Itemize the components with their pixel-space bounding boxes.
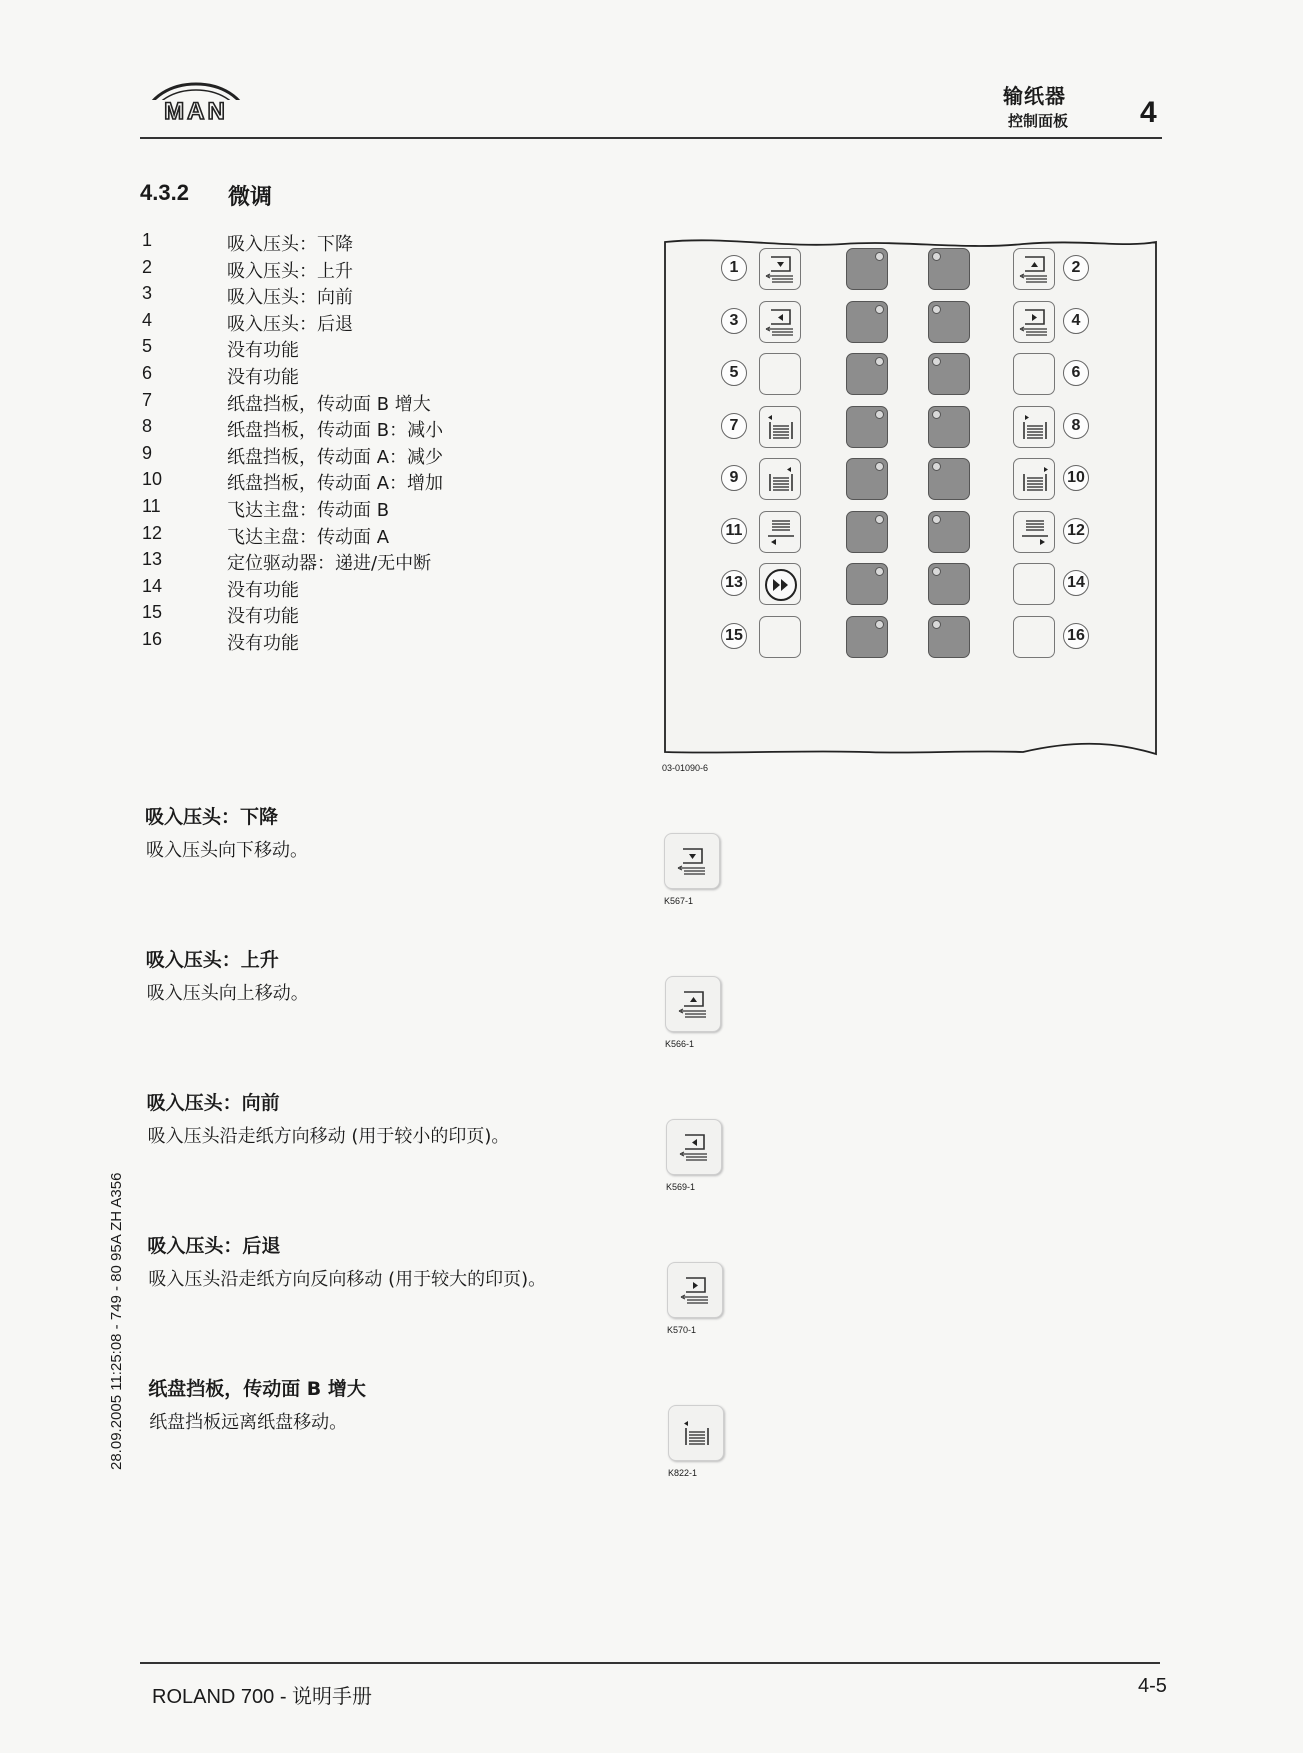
panel-dark-key[interactable] (928, 616, 970, 658)
panel-key-1[interactable] (759, 248, 801, 290)
indicator-lamp-icon (875, 462, 884, 471)
indicator-lamp-icon (875, 410, 884, 419)
panel-key-number: 3 (721, 308, 747, 334)
function-number: 11 (142, 496, 161, 516)
function-number: 1 (142, 230, 153, 250)
image-code: K569-1 (666, 1182, 696, 1192)
description-title: 吸入压头：后退 (147, 1235, 281, 1257)
footer-rule (140, 1662, 1160, 1664)
image-code: K570-1 (667, 1325, 697, 1335)
panel-key-number: 14 (1063, 570, 1089, 596)
panel-key-13[interactable] (759, 563, 801, 605)
panel-key-number: 7 (721, 413, 747, 439)
control-panel-diagram (663, 238, 1158, 756)
panel-key-number: 11 (721, 518, 747, 544)
indicator-lamp-icon (875, 515, 884, 524)
function-number: 9 (142, 442, 153, 463)
description-text: 吸入压头沿走纸方向反向移动 (用于较大的印页)。 (148, 1269, 547, 1290)
section-number: 4.3.2 (140, 180, 189, 205)
function-number: 5 (142, 336, 153, 357)
indicator-lamp-icon (932, 305, 941, 314)
panel-key-8[interactable] (1013, 406, 1055, 448)
function-text: 吸入压头：向前 (227, 287, 353, 309)
indicator-lamp-icon (932, 357, 941, 366)
description-title: 吸入压头：下降 (145, 806, 279, 828)
function-text: 纸盘挡板，传动面 A：增加 (227, 473, 444, 495)
panel-key-16[interactable] (1013, 616, 1055, 658)
panel-dark-key[interactable] (846, 406, 888, 448)
panel-dark-key[interactable] (928, 563, 970, 605)
panel-key-number: 10 (1063, 465, 1089, 491)
panel-dark-key[interactable] (928, 406, 970, 448)
panel-key-11[interactable] (759, 511, 801, 553)
description-key-image (666, 1119, 722, 1175)
footer-manual-title: ROLAND 700 - 说明手册 (152, 1686, 373, 1708)
panel-dark-key[interactable] (846, 301, 888, 343)
header-subtitle: 控制面板 (1008, 112, 1069, 130)
function-text: 没有功能 (227, 633, 299, 654)
function-number: 13 (142, 549, 163, 570)
function-text: 纸盘挡板，传动面 B：减小 (227, 420, 444, 442)
function-text: 纸盘挡板，传动面 B 增大 (227, 393, 431, 415)
panel-dark-key[interactable] (846, 248, 888, 290)
function-number: 7 (142, 389, 153, 410)
panel-dark-key[interactable] (928, 458, 970, 500)
description-text: 吸入压头向上移动。 (146, 983, 309, 1004)
header-title: 输纸器 (1003, 84, 1066, 108)
indicator-lamp-icon (875, 357, 884, 366)
function-text: 没有功能 (227, 367, 299, 388)
panel-key-9[interactable] (759, 458, 801, 500)
panel-key-12[interactable] (1013, 511, 1055, 553)
description-text: 吸入压头沿走纸方向移动 (用于较小的印页)。 (147, 1126, 510, 1147)
function-text: 飞达主盘：传动面 B (227, 500, 390, 521)
panel-key-number: 6 (1063, 360, 1089, 386)
description-key-image (665, 976, 721, 1032)
indicator-lamp-icon (932, 462, 941, 471)
indicator-lamp-icon (875, 620, 884, 629)
svg-text:MAN: MAN (164, 98, 228, 125)
indicator-lamp-icon (932, 410, 941, 419)
panel-dark-key[interactable] (846, 563, 888, 605)
panel-key-number: 2 (1063, 255, 1089, 281)
panel-dark-key[interactable] (928, 511, 970, 553)
indicator-lamp-icon (875, 252, 884, 261)
panel-dark-key[interactable] (846, 353, 888, 395)
panel-key-10[interactable] (1013, 458, 1055, 500)
description-text: 吸入压头向下移动。 (146, 840, 308, 861)
header-rule (140, 137, 1162, 139)
image-code: K822-1 (668, 1468, 698, 1478)
function-text: 纸盘挡板，传动面 A：减少 (227, 446, 444, 468)
man-logo (138, 62, 254, 130)
function-text: 定位驱动器：递进/无中断 (227, 553, 432, 575)
description-key-image (667, 1262, 723, 1318)
function-number: 10 (142, 469, 163, 490)
panel-key-number: 16 (1063, 623, 1089, 649)
description-title: 纸盘挡板，传动面 B 增大 (148, 1378, 366, 1400)
panel-key-number: 1 (721, 255, 747, 281)
panel-key-number: 4 (1063, 308, 1089, 334)
indicator-lamp-icon (932, 515, 941, 524)
indicator-lamp-icon (932, 252, 941, 261)
panel-key-5[interactable] (759, 353, 801, 395)
image-code: K567-1 (664, 896, 694, 906)
panel-key-6[interactable] (1013, 353, 1055, 395)
panel-key-number: 5 (721, 360, 747, 386)
panel-key-15[interactable] (759, 616, 801, 658)
panel-dark-key[interactable] (846, 458, 888, 500)
description-key-image (664, 833, 720, 889)
section-title: 微调 (228, 185, 273, 210)
function-number: 4 (142, 309, 153, 330)
chapter-number: 4 (1140, 96, 1157, 129)
indicator-lamp-icon (875, 567, 884, 576)
function-text: 吸入压头：后退 (227, 313, 353, 335)
function-number: 12 (142, 522, 163, 543)
function-text: 没有功能 (227, 579, 299, 601)
panel-dark-key[interactable] (846, 511, 888, 553)
panel-key-2[interactable] (1013, 248, 1055, 290)
function-number: 2 (142, 256, 153, 277)
description-title: 吸入压头：向前 (146, 1092, 280, 1114)
function-text: 吸入压头：下降 (227, 234, 353, 255)
panel-key-3[interactable] (759, 301, 801, 343)
function-text: 没有功能 (227, 340, 299, 362)
function-text: 吸入压头：上升 (227, 260, 353, 282)
function-number: 8 (142, 416, 153, 437)
panel-key-number: 15 (721, 623, 747, 649)
panel-dark-key[interactable] (846, 616, 888, 658)
function-number: 3 (142, 283, 153, 304)
panel-key-7[interactable] (759, 406, 801, 448)
page-number: 4-5 (1138, 1675, 1167, 1697)
panel-dark-key[interactable] (928, 301, 970, 343)
function-number: 6 (142, 363, 153, 383)
description-key-image (668, 1405, 724, 1461)
panel-key-number: 8 (1063, 413, 1089, 439)
panel-figure-code: 03-01090-6 (662, 763, 709, 773)
description-text: 纸盘挡板远离纸盘移动。 (149, 1412, 348, 1433)
indicator-lamp-icon (932, 620, 941, 629)
image-code: K566-1 (665, 1039, 695, 1049)
function-number: 16 (142, 629, 163, 649)
panel-dark-key[interactable] (928, 353, 970, 395)
panel-key-number: 9 (721, 465, 747, 491)
function-text: 飞达主盘：传动面 A (227, 526, 390, 548)
function-text: 没有功能 (227, 606, 299, 628)
panel-key-14[interactable] (1013, 563, 1055, 605)
panel-key-number: 13 (721, 570, 747, 596)
description-title: 吸入压头：上升 (145, 949, 279, 971)
panel-key-number: 12 (1063, 518, 1089, 544)
panel-key-4[interactable] (1013, 301, 1055, 343)
function-number: 14 (142, 575, 163, 596)
panel-dark-key[interactable] (928, 248, 970, 290)
side-stamp (108, 1172, 125, 1471)
side-stamp-text: 28.09.2005 11:25:08 - 749 - 80 95A ZH A356 (108, 1172, 125, 1470)
function-number: 15 (142, 602, 163, 623)
indicator-lamp-icon (932, 567, 941, 576)
indicator-lamp-icon (875, 305, 884, 314)
